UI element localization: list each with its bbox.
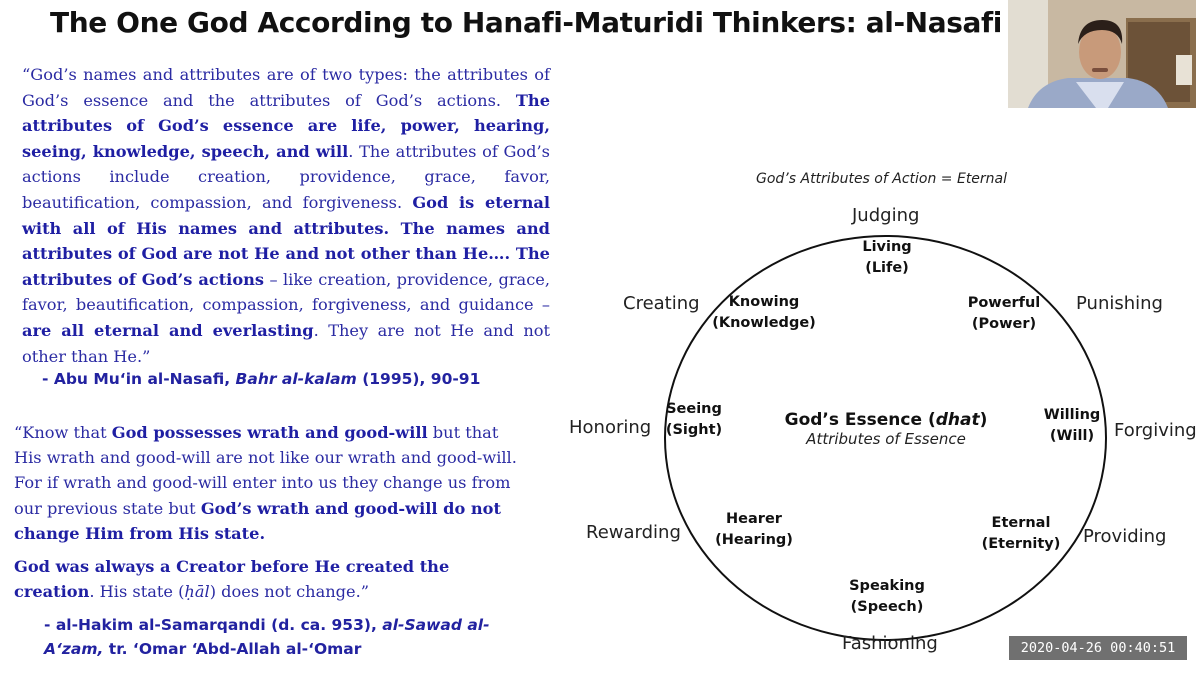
outer-label-providing: Providing [1083, 526, 1167, 547]
quote-emphasis: are all eternal and everlasting [22, 320, 314, 340]
citation-samarqandi [44, 613, 524, 661]
attribute-noun: (Hearing) [715, 532, 793, 548]
outer-label-forgiving: Forgiving [1114, 420, 1197, 441]
quote-samarqandi [14, 420, 528, 612]
quote-text: but that His wrath and good-will are not like our wrath and good-will. For if wrath and good-will enter into us they change us from our previous state but [14, 423, 517, 518]
outer-label-honoring: Honoring [569, 417, 652, 438]
outer-label-rewarding: Rewarding [586, 522, 681, 543]
quote-text: . They are not He and not other than He.” [22, 320, 551, 366]
inner-hearer [715, 509, 793, 551]
quote-text: . The attributes of God’s actions include creation, providence, grace, favor, beautification, compassion, and forgiveness. [22, 141, 550, 212]
essence-title [785, 410, 988, 430]
attribute-name: Seeing [666, 401, 722, 417]
essence-dhat: dhat [935, 410, 980, 430]
outer-label-creating: Creating [623, 293, 700, 314]
quote-paragraph [14, 420, 528, 546]
attribute-name: Living [862, 239, 912, 255]
quote-term: ḥāl [184, 582, 210, 602]
quote-text: . His state ( [89, 582, 185, 602]
attribute-name: Eternal [991, 515, 1051, 531]
citation-details: (1995), 90-91 [356, 370, 481, 388]
slide-title: The One God According to Hanafi-Maturidi Thinkers: al-Nasafi [50, 6, 1002, 39]
attribute-name: Hearer [726, 511, 782, 527]
attribute-name: Powerful [967, 295, 1041, 311]
quote-nasafi [22, 62, 550, 369]
citation-work: al-Sawad al-A‘zam, [44, 616, 490, 658]
quote-emphasis: God was always a Creator before He created the creation [14, 557, 450, 602]
essence-close: ) [979, 410, 988, 430]
attribute-name: Knowing [728, 294, 800, 310]
citation-author: - al-Hakim al-Samarqandi (d. ca. 953), [44, 616, 383, 634]
inner-eternal [982, 513, 1061, 555]
quote-paragraph [14, 554, 528, 604]
attribute-noun: (Power) [971, 316, 1037, 332]
quote-emphasis: God possesses wrath and good-will [111, 423, 428, 442]
quote-text: ) does not change.” [209, 582, 370, 602]
quote-text: “God’s names and attributes are of two types: the attributes of God’s essence and the attributes of God’s actions. [22, 65, 550, 110]
attribute-noun: (Speech) [850, 599, 924, 615]
essence-center-label [785, 410, 988, 448]
essence-subtitle: Attributes of Essence [806, 430, 966, 448]
outer-label-judging: Judging [852, 205, 920, 226]
attribute-noun: (Knowledge) [712, 315, 816, 331]
outer-label-punishing: Punishing [1076, 293, 1163, 314]
citation-nasafi [42, 370, 480, 388]
outer-label-fashioning: Fashioning [842, 633, 938, 654]
quote-emphasis: God’s wrath and good-will do not change Him from His state. [14, 498, 501, 543]
webcam-frame [1008, 0, 1196, 108]
citation-work: Bahr al-kalam [235, 370, 357, 388]
quote-text: – like creation, providence, grace, favor, beautification, compassion, forgiveness, and guidance – [22, 269, 550, 315]
inner-seeing [666, 399, 722, 441]
inner-living [862, 237, 911, 279]
citation-author: - Abu Mu‘in al-Nasafi, [42, 370, 236, 388]
video-timestamp: 2020-04-26 00:40:51 [1009, 636, 1187, 660]
quote-emphasis: The attributes of God’s essence are life, power, hearing, seeing, knowledge, speech, and will [22, 90, 550, 161]
quote-text: “Know that [14, 423, 112, 442]
attribute-noun: (Will) [1049, 428, 1095, 444]
inner-knowing [712, 292, 816, 334]
citation-details: tr. ‘Omar ‘Abd-Allah al-‘Omar [103, 640, 362, 658]
attribute-noun: (Sight) [665, 422, 723, 438]
attribute-noun: (Life) [865, 260, 909, 276]
attribute-name: Speaking [849, 578, 925, 594]
inner-speaking [849, 576, 925, 618]
essence-title-text: God’s Essence ( [784, 410, 936, 430]
quote-emphasis: God is eternal with all of His names and attributes. The names and attributes of God are not He and not other than He…. The attributes of God’s actions [22, 192, 550, 289]
inner-powerful [968, 293, 1041, 335]
diagram-heading: God’s Attributes of Action = Eternal [756, 171, 1008, 187]
attributes-diagram [556, 160, 1200, 665]
presenter-webcam-video [1008, 0, 1196, 108]
inner-willing [1044, 405, 1101, 447]
attribute-name: Willing [1043, 407, 1101, 423]
attribute-noun: (Eternity) [981, 536, 1061, 552]
